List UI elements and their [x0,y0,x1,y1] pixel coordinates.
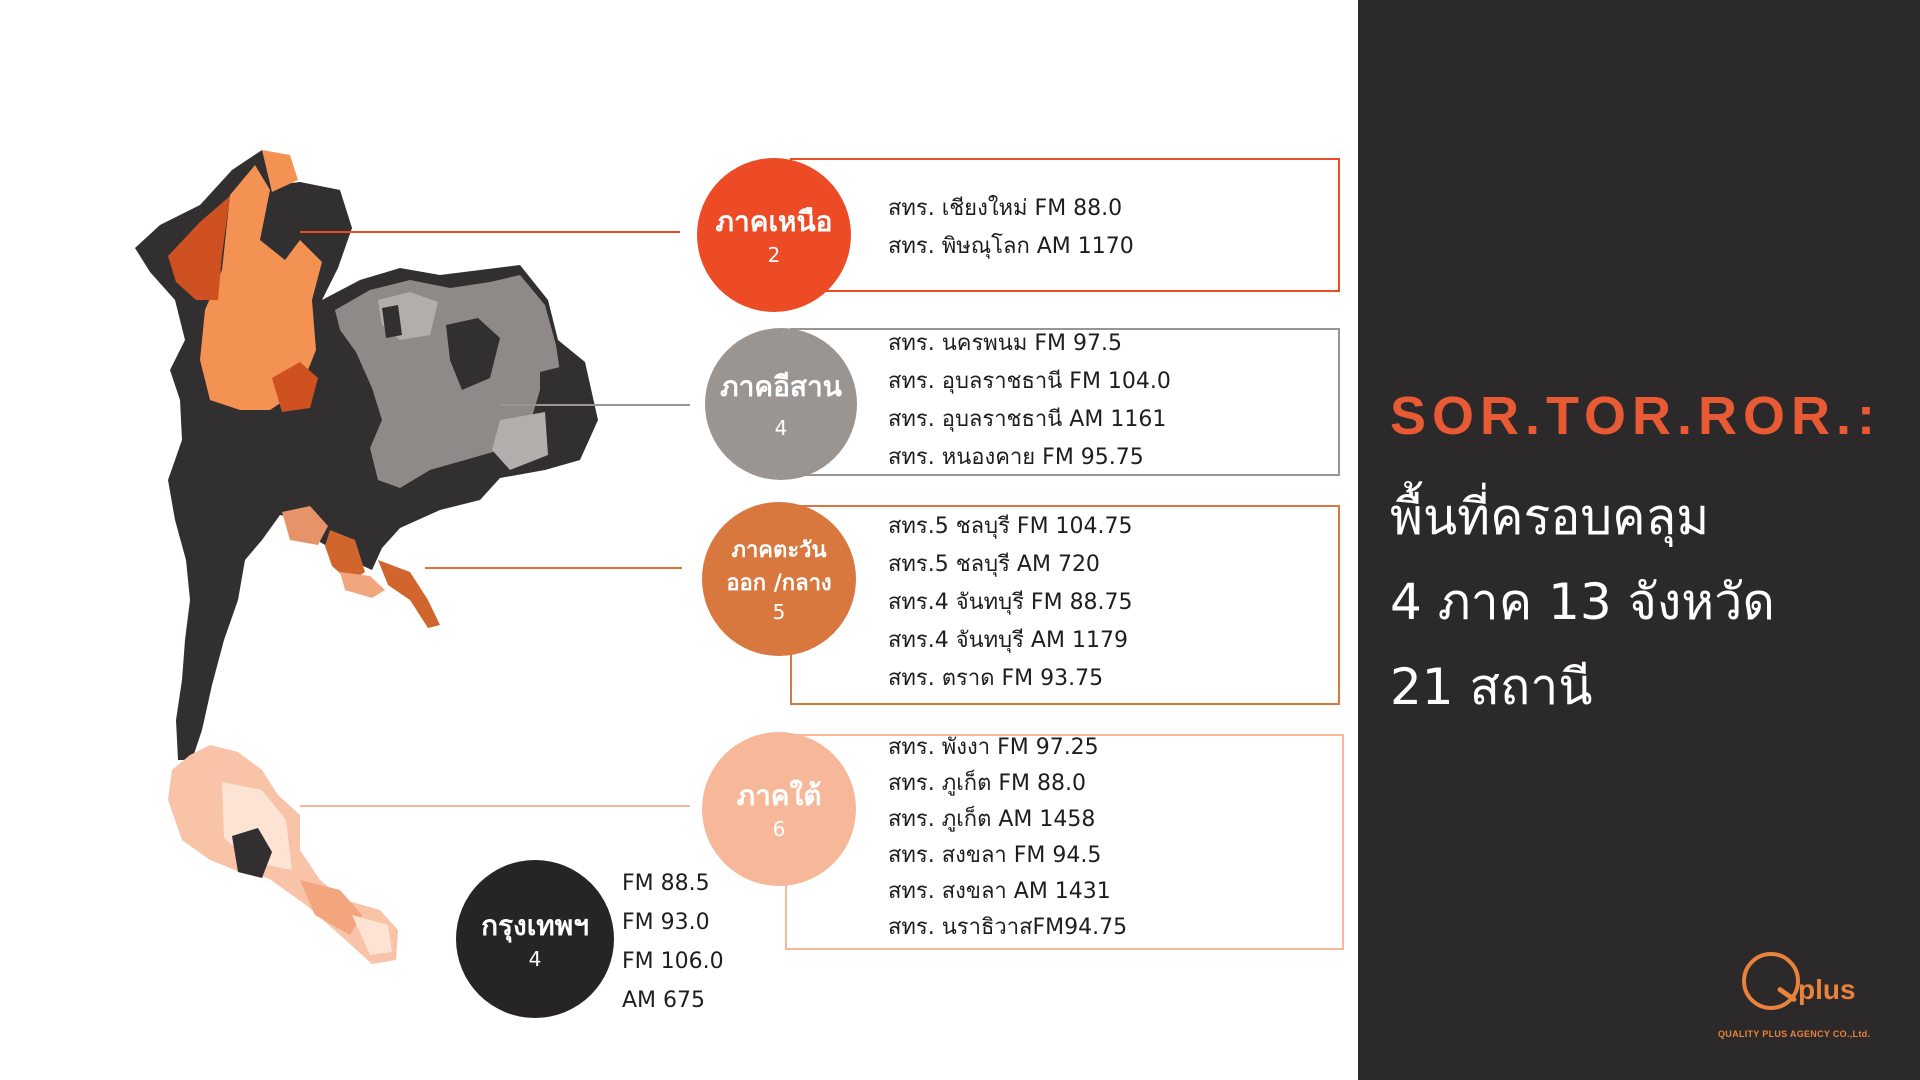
east-region-count: 5 [772,600,786,624]
station-item: สทร.4 จันทบุรี FM 88.75 [888,590,1133,615]
station-item: สทร. ภูเก็ต FM 88.0 [888,771,1086,796]
south-region-name: ภาคใต้ [736,778,822,812]
bangkok-region-count: 4 [528,946,542,971]
panel-station-count: 21 สถานี [1390,658,1593,716]
panel-coverage-label: พื้นที่ครอบคลุม [1390,488,1710,546]
map-east-region [378,560,440,628]
panel-headline: SOR.TOR.ROR.: [1390,386,1882,446]
station-item: FM 93.0 [622,910,710,935]
bangkok-region-name: กรุงเทพฯ [481,908,589,942]
south-region-badge [702,732,856,886]
station-item: สทร. อุบลราชธานี FM 104.0 [888,369,1171,394]
east-station-list [888,508,1133,698]
station-item: สทร. อุบลราชธานี AM 1161 [888,407,1167,432]
isan-region-count: 4 [774,415,788,440]
station-item: สทร. เชียงใหม่ FM 88.0 [888,196,1123,221]
station-item: AM 675 [622,988,706,1013]
station-item: สทร.5 ชลบุรี FM 104.75 [888,514,1133,539]
east-region-name: ภาคตะวันออก /กลาง [726,538,832,596]
station-item: FM 106.0 [622,949,724,974]
south-region-count: 6 [772,816,786,841]
isan-region-name: ภาคอีสาน [720,369,842,403]
station-item: สทร. สงขลา FM 94.5 [888,843,1102,868]
station-item: สทร.5 ชลบุรี AM 720 [888,552,1100,577]
bangkok-station-list [622,864,724,1020]
north-station-list [888,190,1134,266]
station-item: สทร. หนองคาย FM 95.75 [888,445,1144,470]
station-item: สทร. นราธิวาสFM94.75 [888,915,1128,940]
summary-panel [1358,0,1920,1080]
logo-brand-text: plus [1798,974,1856,1005]
station-item: สทร. นครพนม FM 97.5 [888,331,1122,356]
station-item: FM 88.5 [622,871,710,896]
north-region-count: 2 [767,242,781,267]
east-region-badge [702,502,856,656]
isan-region-badge [705,328,857,480]
logo-tagline: QUALITY PLUS AGENCY CO.,Ltd. [1718,1029,1871,1039]
station-item: สทร. สงขลา AM 1431 [888,879,1111,904]
north-region-name: ภาคเหนือ [715,204,833,238]
map-east-region [340,572,385,598]
south-station-list [888,730,1127,946]
station-item: สทร. พังงา FM 97.25 [888,735,1099,760]
station-item: สทร. พิษณุโลก AM 1170 [888,234,1134,259]
panel-region-count: 4 ภาค 13 จังหวัด [1390,573,1775,631]
isan-station-list [888,325,1171,477]
station-item: สทร. ภูเก็ต AM 1458 [888,807,1096,832]
bangkok-region-badge [456,860,614,1018]
station-item: สทร. ตราด FM 93.75 [888,666,1104,691]
qplus-logo-icon [1718,952,1900,1044]
logo-q-ring [1742,952,1800,1010]
station-item: สทร.4 จันทบุรี AM 1179 [888,628,1128,653]
north-region-badge [697,158,851,312]
